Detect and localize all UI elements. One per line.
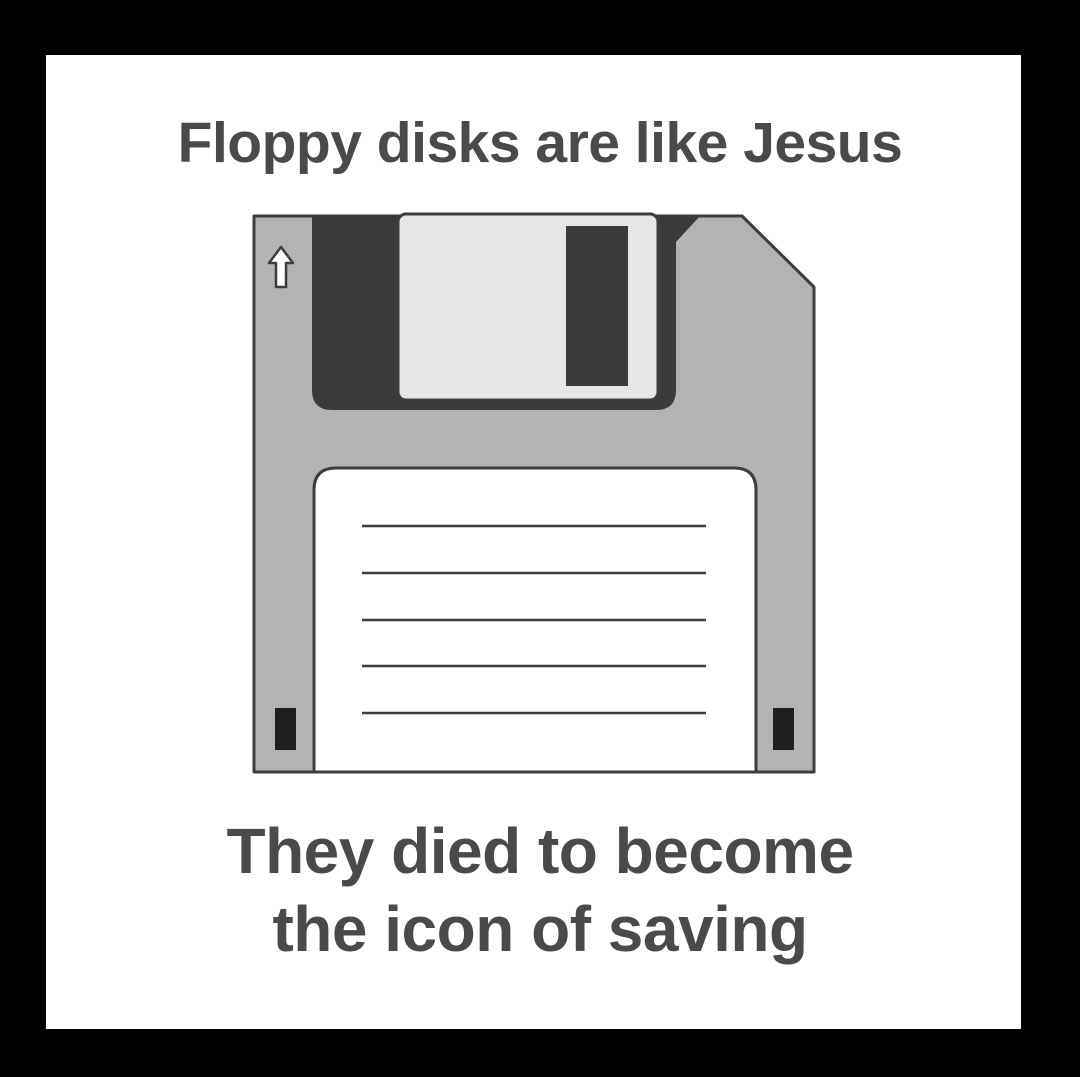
top-caption: Floppy disks are like Jesus xyxy=(177,111,903,175)
bottom-caption-line-1: They died to become xyxy=(226,815,854,887)
bottom-caption-line-2: the icon of saving xyxy=(272,893,808,965)
density-hole xyxy=(773,708,794,750)
write-protect-hole xyxy=(275,708,296,750)
shutter-window xyxy=(566,226,628,386)
bottom-caption xyxy=(0,812,1080,968)
